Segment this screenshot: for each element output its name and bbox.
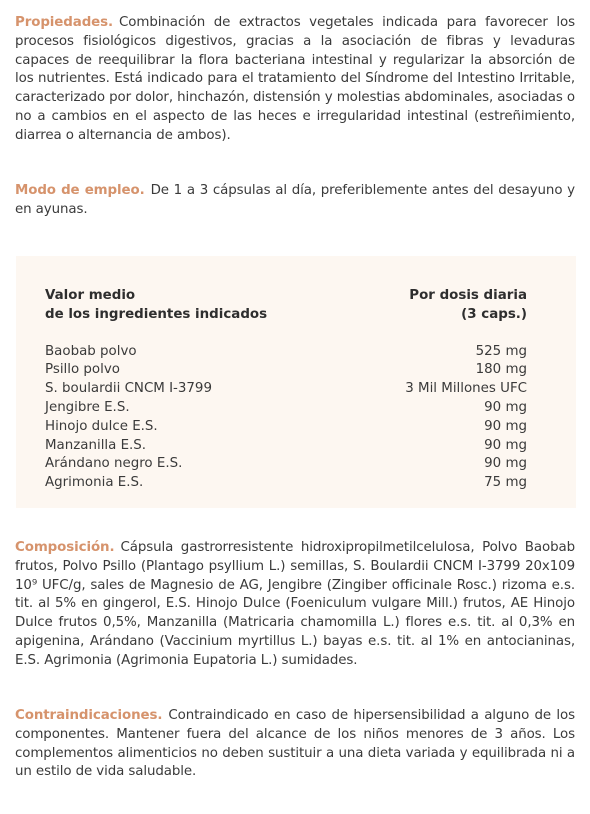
table-row <box>45 343 527 362</box>
modo-empleo-text: De 1 a 3 cápsulas al día, preferiblemente antes del desayuno y en ayunas. <box>15 183 575 217</box>
ingredient-name: Arándano negro E.S. <box>45 456 183 472</box>
ingredient-name: Baobab polvo <box>45 343 137 359</box>
ingredient-name: Jengibre E.S. <box>45 399 130 415</box>
composicion-label: Composición. <box>15 540 115 555</box>
nutrition-table <box>16 256 576 508</box>
ingredient-name: Hinojo dulce E.S. <box>45 418 158 434</box>
ingredient-value: 90 mg <box>484 456 527 472</box>
contraindicaciones-text: Contraindicado en caso de hipersensibilidad a alguno de los componentes. Mantener fuera del alcance de los niños menores de 3 años. Los complementos alimenticios no deben sustituir a una dieta variada y equilibrada ni a un estilo de vida saludable. <box>15 708 575 780</box>
ingredient-value: 75 mg <box>484 475 527 491</box>
table-header-right <box>409 287 527 325</box>
ingredient-value: 3 Mil Millones UFC <box>405 381 527 397</box>
table-header-left <box>45 287 267 325</box>
ingredient-value: 90 mg <box>484 399 527 415</box>
ingredient-name: S. boulardii CNCM I-3799 <box>45 381 212 397</box>
contraindicaciones-label: Contraindicaciones. <box>15 708 163 723</box>
table-row <box>45 380 527 399</box>
table-body <box>45 343 527 493</box>
table-row <box>45 474 527 493</box>
ingredient-value: 90 mg <box>484 437 527 453</box>
table-row <box>45 399 527 418</box>
header-right-line-2: (3 caps.) <box>461 306 527 322</box>
ingredient-value: 525 mg <box>475 343 527 359</box>
propiedades-paragraph <box>15 14 575 146</box>
ingredient-name: Manzanilla E.S. <box>45 437 147 453</box>
ingredient-name: Psillo polvo <box>45 362 120 378</box>
table-row <box>45 437 527 456</box>
header-left-line-1: Valor medio <box>45 288 136 303</box>
propiedades-label: Propiedades. <box>15 15 114 30</box>
propiedades-text: Combinación de extractos vegetales indicada para favorecer los procesos fisiológicos digestivos, gracias a la asociación de fibras y levaduras capaces de reequilibrar la flora bacteriana intestinal y regularizar la absorción de los nutrientes. Está indicado para el tratamiento del Síndrome del Intestino Irritable, caracterizado por dolor, hinchazón, distensión y molestias abdominales, asociadas o no a cambios en el aspecto de las heces e irregularidad intestinal (estreñimiento, diarrea o alternancia de ambos). <box>15 15 575 143</box>
composicion-paragraph <box>15 539 575 671</box>
ingredient-value: 180 mg <box>475 362 527 378</box>
table-header-row <box>45 287 527 325</box>
table-row <box>45 418 527 437</box>
header-right-line-1: Por dosis diaria <box>409 288 527 303</box>
composicion-text: Cápsula gastrorresistente hidroxipropilmetilcelulosa, Polvo Baobab frutos, Polvo Psillo (Plantago psyllium L.) semillas, S. Boulardii CNCM I-3799 20x109 10⁹ UFC/g, sales de Magnesio de AG, Jengibre (Zingiber officinale Rosc.) rizoma e.s. tit. al 5% en gingerol, E.S. Hinojo Dulce (Foeniculum vulgare Mill.) frutos, AE Hinojo Dulce frutos 0,5%, Manzanilla (Matricaria chamomilla L.) flores e.s. tit. al 0,3% en apigenina, Arándano (Vaccinium myrtillus L.) bayas e.s. tit. al 1% en antocianinas, E.S. Agrimonia (Agrimonia Eupatoria L.) sumidades. <box>15 540 575 668</box>
contraindicaciones-paragraph <box>15 707 575 782</box>
header-left-line-2: de los ingredientes indicados <box>45 306 268 322</box>
modo-empleo-label: Modo de empleo. <box>15 183 145 198</box>
ingredient-value: 90 mg <box>484 418 527 434</box>
table-row <box>45 361 527 380</box>
ingredient-name: Agrimonia E.S. <box>45 475 144 491</box>
table-row <box>45 455 527 474</box>
modo-empleo-paragraph <box>15 182 575 220</box>
